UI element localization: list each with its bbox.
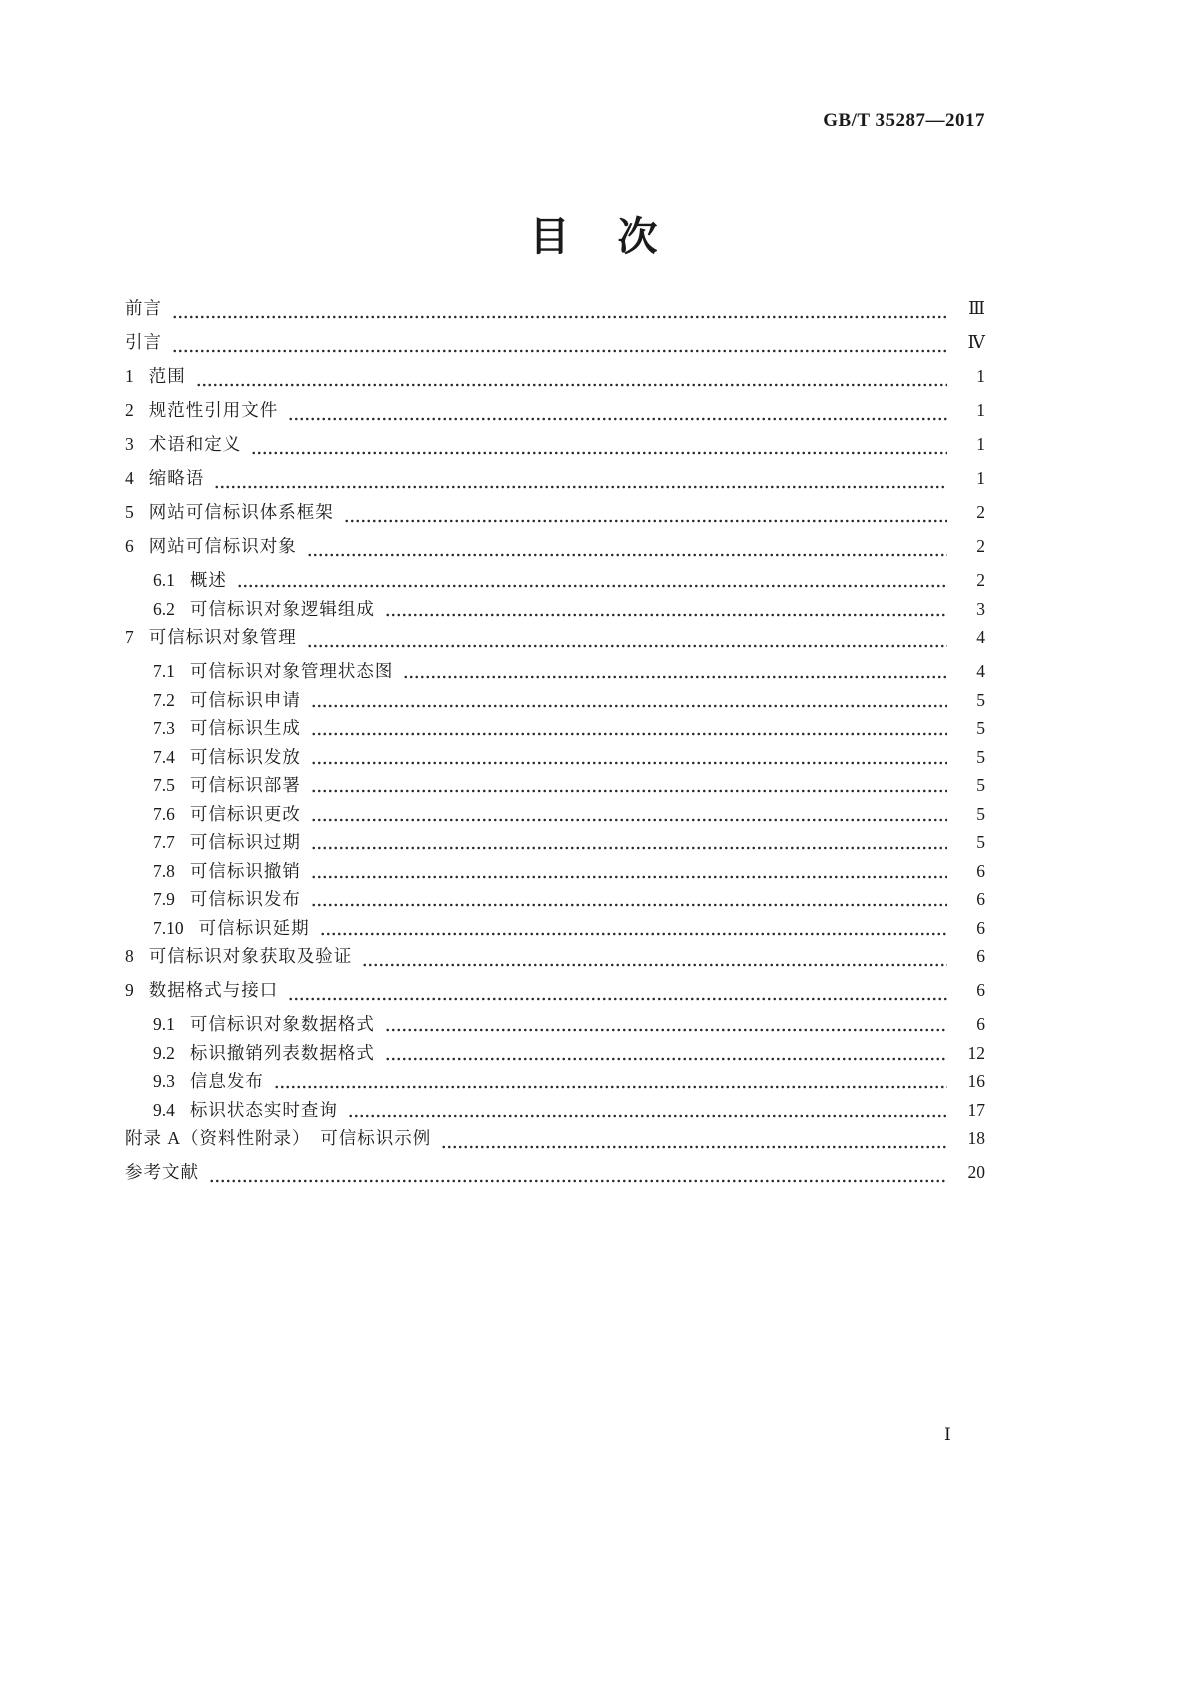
toc-dot-leader bbox=[307, 549, 947, 561]
toc-page-number: 2 bbox=[976, 570, 985, 590]
toc-dot-leader bbox=[311, 728, 947, 740]
toc-entry-label: 可信标识对象逻辑组成 bbox=[189, 598, 375, 619]
toc-dot-leader bbox=[172, 345, 947, 357]
toc-entry-label: 规范性引用文件 bbox=[148, 400, 279, 420]
toc-list bbox=[125, 300, 985, 1198]
toc-row bbox=[125, 982, 985, 1016]
toc-dot-leader bbox=[311, 899, 947, 911]
toc-page-number: 6 bbox=[976, 860, 985, 881]
toc-row bbox=[125, 860, 985, 892]
toc-row bbox=[125, 368, 985, 402]
toc-entry-number: 5 bbox=[125, 502, 134, 522]
toc-dot-leader bbox=[311, 700, 947, 712]
toc-row bbox=[125, 334, 985, 368]
toc-page-number: 3 bbox=[976, 598, 985, 619]
toc-page-number: 1 bbox=[976, 468, 985, 488]
toc-entry-label: 可信标识对象管理状态图 bbox=[189, 661, 394, 681]
toc-entry-label: 参考文献 bbox=[125, 1162, 199, 1182]
toc-dot-leader bbox=[348, 1110, 947, 1122]
toc-page-number: 1 bbox=[976, 434, 985, 454]
toc-page-number: 6 bbox=[976, 917, 985, 938]
toc-entry-number: 4 bbox=[125, 468, 134, 488]
page-title: 目 次 bbox=[529, 214, 662, 259]
toc-dot-leader bbox=[362, 959, 947, 971]
toc-entry-label: 网站可信标识对象 bbox=[148, 536, 297, 556]
toc-entry-label: 附录 A（资料性附录） 可信标识示例 bbox=[125, 1128, 432, 1148]
toc-dot-leader bbox=[385, 609, 947, 621]
toc-row bbox=[125, 1016, 985, 1045]
toc-dot-leader bbox=[214, 481, 947, 493]
toc-entry-label: 标识状态实时查询 bbox=[189, 1099, 338, 1120]
toc-entry-label: 可信标识延期 bbox=[198, 917, 310, 938]
toc-page-number: 2 bbox=[976, 502, 985, 522]
toc-dot-leader bbox=[307, 640, 947, 652]
toc-page-number: 1 bbox=[976, 366, 985, 386]
toc-page-number: 5 bbox=[976, 803, 985, 824]
toc-entry-label: 数据格式与接口 bbox=[148, 980, 279, 1000]
toc-entry-number: 3 bbox=[125, 434, 134, 454]
toc-entry-number: 7.9 bbox=[153, 889, 175, 909]
footer-page-number: Ⅰ bbox=[944, 1425, 951, 1444]
toc-entry-number: 7.6 bbox=[153, 803, 175, 824]
toc-entry-label: 信息发布 bbox=[189, 1071, 264, 1091]
toc-row bbox=[125, 663, 985, 692]
toc-row bbox=[125, 1164, 985, 1198]
toc-page-number: Ⅳ bbox=[967, 332, 985, 352]
toc-page-number: 16 bbox=[967, 1071, 985, 1091]
toc-row bbox=[125, 891, 985, 920]
toc-page-number: 5 bbox=[976, 832, 985, 852]
toc-page-number: 6 bbox=[976, 946, 985, 966]
toc-entry-number: 7.1 bbox=[153, 661, 175, 681]
toc-row bbox=[125, 629, 985, 663]
toc-row bbox=[125, 572, 985, 601]
toc-entry-number: 9.1 bbox=[153, 1014, 175, 1034]
toc-entry-number: 6.2 bbox=[153, 598, 175, 619]
toc-entry-number: 9.3 bbox=[153, 1071, 175, 1091]
toc-row bbox=[125, 470, 985, 504]
toc-page-number: 6 bbox=[976, 889, 985, 909]
toc-dot-leader bbox=[251, 447, 947, 459]
toc-entry-number: 6 bbox=[125, 536, 134, 556]
toc-entry-number: 7.4 bbox=[153, 746, 175, 767]
toc-entry-label: 可信标识发放 bbox=[189, 746, 301, 767]
toc-page-number: Ⅲ bbox=[968, 298, 985, 318]
toc-row bbox=[125, 598, 985, 630]
toc-row bbox=[125, 436, 985, 470]
toc-page-number: 5 bbox=[976, 775, 985, 795]
toc-entry-number: 7.7 bbox=[153, 832, 175, 852]
toc-entry-number: 7.3 bbox=[153, 718, 175, 738]
toc-entry-number: 7.8 bbox=[153, 860, 175, 881]
toc-entry-label: 可信标识对象获取及验证 bbox=[148, 946, 353, 966]
toc-entry-label: 引言 bbox=[125, 332, 162, 352]
toc-dot-leader bbox=[385, 1053, 947, 1065]
toc-entry-label: 可信标识过期 bbox=[189, 832, 301, 852]
toc-entry-number: 1 bbox=[125, 366, 134, 386]
toc-page-number: 20 bbox=[967, 1162, 985, 1182]
toc-dot-leader bbox=[311, 814, 947, 826]
toc-entry-label: 概述 bbox=[189, 570, 227, 590]
toc-page-number: 5 bbox=[976, 746, 985, 767]
toc-entry-label: 可信标识撤销 bbox=[189, 860, 301, 881]
toc-page-number: 6 bbox=[976, 1014, 985, 1034]
toc-row bbox=[125, 777, 985, 806]
toc-entry-number: 7.10 bbox=[153, 917, 184, 938]
toc-entry-number: 7.5 bbox=[153, 775, 175, 795]
toc-page-number: 5 bbox=[976, 689, 985, 710]
toc-dot-leader bbox=[403, 671, 947, 683]
toc-entry-label: 缩略语 bbox=[148, 468, 205, 488]
toc-dot-leader bbox=[311, 842, 947, 854]
toc-page-number: 6 bbox=[976, 980, 985, 1000]
toc-page-number: 18 bbox=[967, 1128, 985, 1148]
toc-dot-leader bbox=[196, 379, 947, 391]
toc-entry-label: 网站可信标识体系框架 bbox=[148, 502, 334, 522]
toc-row bbox=[125, 1042, 985, 1074]
toc-entry-label: 可信标识对象管理 bbox=[148, 627, 297, 647]
toc-dot-leader bbox=[320, 928, 947, 940]
toc-page-number: 5 bbox=[976, 718, 985, 738]
toc-page-number: 2 bbox=[976, 536, 985, 556]
toc-page-number: 12 bbox=[967, 1042, 985, 1063]
toc-entry-number: 8 bbox=[125, 946, 134, 966]
toc-dot-leader bbox=[344, 515, 947, 527]
toc-dot-leader bbox=[288, 413, 947, 425]
toc-dot-leader bbox=[274, 1081, 947, 1093]
toc-entry-number: 7.2 bbox=[153, 689, 175, 710]
toc-row bbox=[125, 917, 985, 949]
toc-row bbox=[125, 720, 985, 749]
toc-entry-label: 可信标识部署 bbox=[189, 775, 301, 795]
toc-dot-leader bbox=[311, 757, 947, 769]
toc-dot-leader bbox=[209, 1175, 947, 1187]
toc-row bbox=[125, 538, 985, 572]
toc-row bbox=[125, 402, 985, 436]
toc-page-number: 4 bbox=[976, 661, 985, 681]
toc-entry-label: 术语和定义 bbox=[148, 434, 242, 454]
toc-row bbox=[125, 689, 985, 721]
toc-entry-number: 7 bbox=[125, 627, 134, 647]
toc-page-number: 4 bbox=[976, 627, 985, 647]
toc-page-number: 17 bbox=[967, 1099, 985, 1120]
toc-row bbox=[125, 1130, 985, 1164]
toc-row bbox=[125, 1099, 985, 1131]
toc-entry-number: 9.2 bbox=[153, 1042, 175, 1063]
toc-row bbox=[125, 504, 985, 538]
toc-entry-number: 9.4 bbox=[153, 1099, 175, 1120]
toc-entry-label: 标识撤销列表数据格式 bbox=[189, 1042, 375, 1063]
toc-entry-number: 2 bbox=[125, 400, 134, 420]
toc-entry-label: 可信标识生成 bbox=[189, 718, 301, 738]
doc-code: GB/T 35287—2017 bbox=[823, 110, 985, 131]
toc-row bbox=[125, 300, 985, 334]
toc-entry-number: 9 bbox=[125, 980, 134, 1000]
toc-entry-label: 可信标识申请 bbox=[189, 689, 301, 710]
toc-row bbox=[125, 746, 985, 778]
toc-row bbox=[125, 1073, 985, 1102]
toc-row bbox=[125, 834, 985, 863]
toc-row bbox=[125, 803, 985, 835]
toc-dot-leader bbox=[385, 1024, 947, 1036]
toc-row bbox=[125, 948, 985, 982]
toc-entry-label: 可信标识更改 bbox=[189, 803, 301, 824]
toc-entry-label: 范围 bbox=[148, 366, 186, 386]
toc-dot-leader bbox=[172, 311, 947, 323]
toc-entry-number: 6.1 bbox=[153, 570, 175, 590]
toc-dot-leader bbox=[311, 785, 947, 797]
toc-page-number: 1 bbox=[976, 400, 985, 420]
toc-entry-label: 可信标识发布 bbox=[189, 889, 301, 909]
toc-dot-leader bbox=[288, 993, 947, 1005]
toc-dot-leader bbox=[311, 871, 947, 883]
toc-dot-leader bbox=[237, 580, 947, 592]
toc-entry-label: 前言 bbox=[125, 298, 162, 318]
toc-entry-label: 可信标识对象数据格式 bbox=[189, 1014, 375, 1034]
toc-dot-leader bbox=[441, 1141, 947, 1153]
